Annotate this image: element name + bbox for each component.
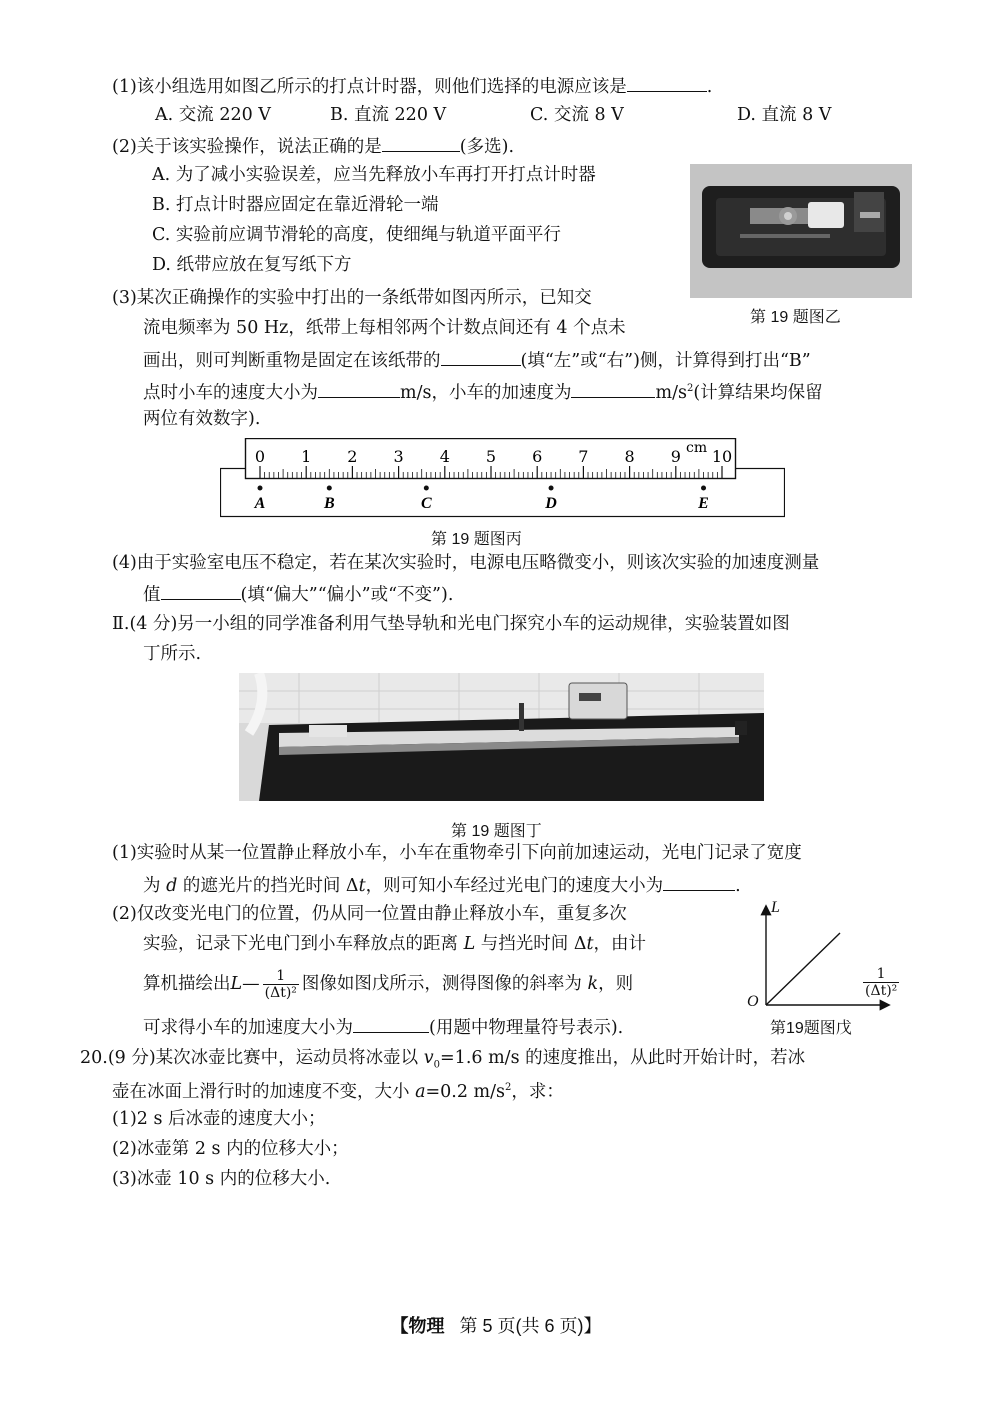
q19-4-line1: (4)由于实验室电压不稳定，若在某次实验时，电源电压略微变小，则该次实验的加速度测量 [112,553,820,573]
q19-1-option-a: A. 交流 220 V [155,105,271,125]
graph-y-label: L [771,899,780,916]
air-track-photo [239,673,764,801]
q19-3-line5: 两位有效数字). [143,409,261,429]
q19-3-line3: 画出，则可判断重物是固定在该纸带的 (填“左”或“右”)侧，计算得到打出“B” [143,347,811,373]
fig-yi-caption: 第 19 题图乙 [750,309,841,326]
ruler-tick-label: 10 [711,447,733,466]
answer-blank [161,581,241,600]
ii-2-line2: 实验，记录下光电门到小车释放点的距离 L 与挡光时间 Δt，由计 [143,934,647,954]
ruler-tick-label: 3 [393,447,404,466]
ii-1-line2: 为 d 的遮光片的挡光时间 Δt，则可知小车经过光电门的速度大小为 . [143,872,741,898]
timer-photo [690,164,912,298]
tape-point-label: B [323,495,335,512]
fig-wu-caption: 第19题图戊 [770,1020,852,1037]
answer-blank [627,73,707,92]
ruler-tick-label: 5 [485,447,497,466]
part-ii-line1: Ⅱ.(4 分)另一小组的同学准备利用气垫导轨和光电门探究小车的运动规律，实验装置如图 [112,614,790,634]
tape-point [549,486,554,491]
fig-bing-caption: 第 19 题图丙 [431,531,522,548]
ii-2-line4: 可求得小车的加速度大小为 (用题中物理量符号表示). [143,1014,623,1040]
answer-blank [663,872,735,891]
tape-point [424,486,429,491]
tape-point-label: E [698,495,709,512]
q19-2-option-d: D. 纸带应放在复写纸下方 [152,255,352,275]
q19-2-option-b: B. 打点计时器应固定在靠近滑轮一端 [152,195,439,215]
ruler-tick-label: 7 [578,447,589,466]
tape-point-label: D [545,495,557,512]
q19-1-option-c: C. 交流 8 V [530,105,624,125]
ruler-tick-label: 9 [670,447,681,466]
answer-blank [353,1014,429,1033]
tape-point [258,486,263,491]
ruler-figure [220,438,785,518]
graph-x-label: $\frac{1}{\text{(Δt)²}}$ [865,966,898,999]
answer-blank [571,379,655,398]
ruler-tick-label: 0 [254,447,266,466]
ruler-tick-label: 1 [301,447,312,466]
q20-item-1: (1)2 s 后冰壶的速度大小； [112,1109,326,1129]
ruler-tick-label: 2 [347,447,358,466]
answer-blank [318,379,400,398]
q19-1-option-d: D. 直流 8 V [737,105,832,125]
q20-line2: 壶在冰面上滑行时的加速度不变，大小 a=0.2 $m/s^2$，求： [112,1081,564,1102]
fig-ding-caption: 第 19 题图丁 [451,823,542,840]
q19-4-line2: 值 (填“偏大”“偏小”或“不变”). [143,581,453,607]
q19-2-option-a: A. 为了减小实验误差，应当先释放小车再打开打点计时器 [152,165,596,185]
q19-2-stem: (2)关于该实验操作，说法正确的是 (多选). [112,133,514,159]
q20-item-3: (3)冰壶 10 s 内的位移大小. [112,1169,331,1189]
tape-point [701,486,706,491]
ii-2-line3: 算机描绘出L— $\frac{1}{\text{(Δt)²}}$ 图像如图戊所示，测得图像的斜率为 k，则 [143,968,634,1001]
graph-origin: O [747,993,759,1010]
part-ii-line2: 丁所示. [143,644,202,664]
tape-point [327,486,332,491]
q20-line1: 20.(9 分)某次冰壶比赛中，运动员将冰壶以 $v_0=1.6$ m/s 的速度推出，从此时开始计时，若冰 [80,1048,806,1071]
q19-2-option-c: C. 实验前应调节滑轮的高度，使细绳与轨道平面平行 [152,225,561,245]
ruler-tick-label: 6 [532,447,543,466]
q19-1-stem: (1)该小组选用如图乙所示的打点计时器，则他们选择的电源应该是 . [112,73,712,99]
fraction: $\frac{1}{\text{(Δt)²}}$ [264,968,297,1001]
ii-2-line1: (2)仅改变光电门的位置，仍从同一位置由静止释放小车，重复多次 [112,904,627,924]
q19-3-line2: 流电频率为 50 Hz，纸带上每相邻两个计数点间还有 4 个点未 [143,318,626,338]
answer-blank [441,347,521,366]
ruler-unit: cm [686,440,708,456]
tape-point-label: A [254,495,266,512]
q20-item-2: (2)冰壶第 2 s 内的位移大小； [112,1139,349,1159]
ruler-tick-label: 8 [624,447,635,466]
tape-point-label: C [420,495,432,512]
answer-blank [382,133,460,152]
page-footer: 【物理 第 5 页(共 6 页)】 [390,1316,602,1336]
q19-3-line4: 点时小车的速度大小为 m/s，小车的加速度为 $m/s^2$(计算结果均保留 [143,377,823,405]
ruler-tick-label: 4 [439,447,450,466]
q19-3-line1: (3)某次正确操作的实验中打出的一条纸带如图丙所示，已知交 [112,288,592,308]
ii-1-line1: (1)实验时从某一位置静止释放小车，小车在重物牵引下向前加速运动，光电门记录了宽度 [112,843,802,863]
graph-line [766,933,840,1005]
q19-1-option-b: B. 直流 220 V [330,105,447,125]
